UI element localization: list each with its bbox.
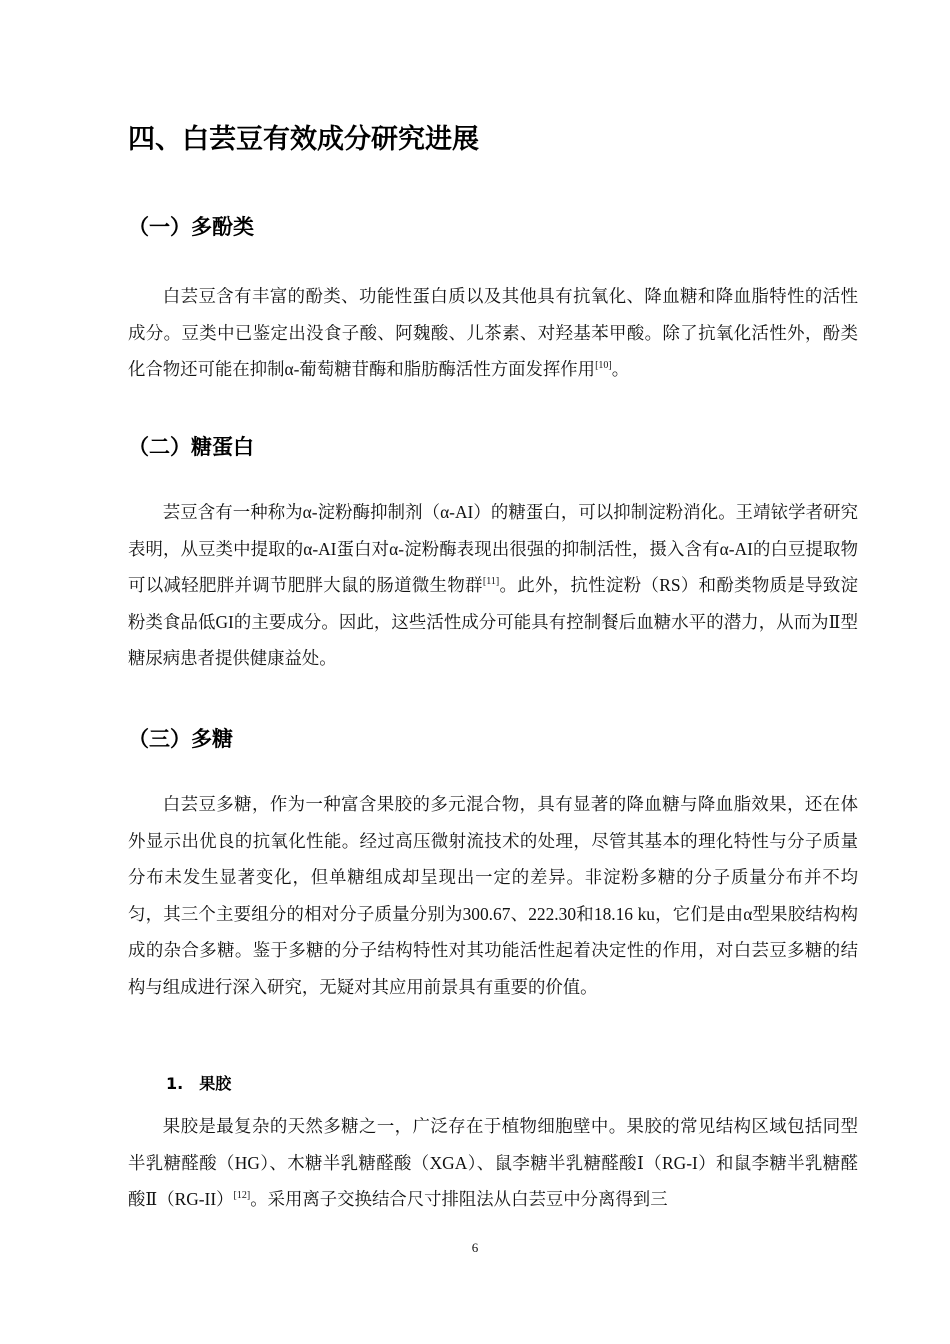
section-title-polysaccharides: （三）多糖 [128, 727, 233, 751]
section-paragraph-polyphenols [128, 278, 858, 388]
paragraph-tail: 。采用离子交换结合尺寸排阻法从白芸豆中分离得到三 [250, 1189, 668, 1209]
citation-ref: [11] [482, 576, 500, 588]
subsection-title-pectin: 1. 果胶 [166, 1074, 232, 1093]
subsection-paragraph-pectin [128, 1108, 858, 1218]
citation-ref: [12] [233, 1190, 251, 1202]
paragraph-text: 白芸豆含有丰富的酚类、功能性蛋白质以及其他具有抗氧化、降血糖和降血脂特性的活性成分。豆类中已鉴定出没食子酸、阿魏酸、儿茶素、对羟基苯甲酸。除了抗氧化活性外，酚类化合物还可能在抑制α-葡萄糖苷酶和脂肪酶活性方面发挥作用 [128, 286, 858, 379]
paragraph-text: 白芸豆多糖，作为一种富含果胶的多元混合物，具有显著的降血糖与降血脂效果，还在体外显示出优良的抗氧化性能。经过高压微射流技术的处理，尽管其基本的理化特性与分子质量分布未发生显著变化，但单糖组成却呈现出一定的差异。非淀粉多糖的分子质量分布并不均匀，其三个主要组分的相对分子质量分别为300.67、222.30和18.16 ku，它们是由α型果胶结构构成的杂合多糖。鉴于多糖的分子结构特性对其功能活性起着决定性的作用，对白芸豆多糖的结构与组成进行深入研究，无疑对其应用前景具有重要的价值。 [128, 794, 858, 997]
paragraph-text: 果胶是最复杂的天然多糖之一，广泛存在于植物细胞壁中。果胶的常见结构区域包括同型半乳糖醛酸（HG）、木糖半乳糖醛酸（XGA）、鼠李糖半乳糖醛酸Ⅰ（RG-I）和鼠李糖半乳糖醛酸Ⅱ（RG-II） [128, 1116, 858, 1209]
section-paragraph-polysaccharides [128, 786, 858, 1005]
section-paragraph-glycoprotein [128, 494, 858, 677]
paragraph-tail: 。 [611, 359, 630, 379]
paragraph-tail: 。此外，抗性淀粉（RS）和酚类物质是导致淀粉类食品低GI的主要成分。因此，这些活性成分可能具有控制餐后血糖水平的潜力，从而为Ⅱ型糖尿病患者提供健康益处。 [128, 575, 858, 668]
paragraph-text: 芸豆含有一种称为α-淀粉酶抑制剂（α-AI）的糖蛋白，可以抑制淀粉消化。王靖铱学者研究表明，从豆类中提取的α-AI蛋白对α-淀粉酶表现出很强的抑制活性，摄入含有α-AI的白豆提取物可以减轻肥胖并调节肥胖大鼠的肠道微生物群 [128, 502, 858, 595]
section-title-polyphenols: （一）多酚类 [128, 215, 254, 239]
section-title-glycoprotein: （二）糖蛋白 [128, 435, 254, 459]
chapter-heading: 四、白芸豆有效成分研究进展 [128, 124, 479, 155]
citation-ref: [10] [595, 360, 612, 372]
page-number: 6 [471, 1240, 479, 1255]
